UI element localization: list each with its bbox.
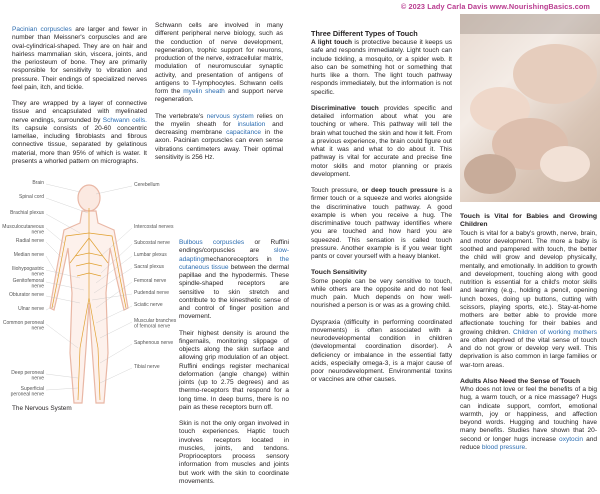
paragraph-haptic: Skin is not the only organ involved in touch experiences. Haptic touch involves receptors located in muscles, joints, and tendons. Proprioceptors process sensory information from muscles and joints but work with the skin to coordinate movements.	[179, 420, 289, 485]
diagram-label: Subcostal nerve	[134, 240, 170, 246]
paragraph-schwann: Schwann cells are involved in many different peripheral nerve biology, such as the conduction of nerve development, regeneration, trophic support for neurons, production of the nerve, extracellular matrix, modulation of neuromuscular synaptic activity, and presentation of antigens of antigens to T-lymphocytes. Schwann cells form the myelin sheath and support nerve regeneration.	[155, 22, 283, 104]
link-insulation[interactable]: insulation	[237, 120, 266, 128]
diagram-label: Ulnar nerve	[18, 306, 44, 312]
paragraph-density: Their highest density is around the fingernails, monitoring slippage of objects along the skin surface and allowing grip modulation of an object. Ruffini endings register mechanical deformation (angle change) within joints (up to 2.75 degrees) and as thermo-receptors that respond for a long time. In deep burns, there is no pain as these receptors burn off.	[179, 329, 289, 411]
column-2	[155, 22, 283, 170]
copyright-notice: © 2023 Lady Carla Davis www.NourishingBasics.com	[400, 2, 590, 11]
heading-adults-touch: Adults Also Need the Sense of Touch	[460, 377, 581, 385]
paragraph-deep-pressure: Touch pressure, or deep touch pressure is a firmer touch or a squeeze and works alongside the discriminative touch pathway. A good example is when you receive a hug. The discriminative touch pathway identifies where you are touched and how hard you are squeezed. This sensation is called touch pressure. Another example is if you wear tight pants or cover yourself with a heavy blanket.	[311, 187, 452, 260]
link-schwann-cells[interactable]: Schwann cells.	[102, 116, 147, 124]
diagram-label: Cerebellum	[134, 182, 160, 188]
diagram-label: Brain	[32, 180, 44, 186]
diagram-label: Iliohypogastric nerve	[12, 266, 44, 278]
link-pacinian-corpuscles[interactable]: Pacinian corpuscles	[12, 26, 72, 33]
diagram-label: Musculocutaneous nerve	[2, 224, 44, 236]
link-nervous-system[interactable]: nervous system	[206, 112, 254, 120]
link-myelin-sheath[interactable]: myelin sheath	[183, 88, 225, 95]
column-3	[311, 39, 452, 393]
diagram-label: Genitofemoral nerve	[12, 278, 44, 290]
link-working-mothers[interactable]: Children of working mothers	[512, 328, 597, 336]
page-header	[0, 0, 600, 14]
diagram-label: Sciatic nerve	[134, 302, 163, 308]
section-title-touch-types: Three Different Types of Touch	[311, 29, 418, 38]
diagram-label: Brachial plexus	[10, 210, 44, 216]
column-4	[460, 213, 597, 460]
column-1	[12, 26, 147, 174]
diagram-caption: The Nervous System	[12, 405, 72, 412]
link-capacitance[interactable]: capacitance	[226, 129, 262, 136]
diagram-label: Muscular branches of femoral nerve	[134, 318, 177, 330]
link-oxytocin[interactable]: oxytocin	[559, 435, 584, 443]
baby-feet-photo	[460, 14, 600, 202]
diagram-label: Lumbar plexus	[134, 252, 167, 258]
paragraph-dyspraxia: Dyspraxia (difficulty in performing coordinated movements) is often associated with a neurodevelopmental condition in children (developmental coordination disorder). A deficiency or imbalance in the essential fatty acids, especially omega-3, is a major cause of poor neurodevelopment. Environmental toxins or vaccines are other causes.	[311, 318, 452, 384]
diagram-label: Sacral plexus	[134, 264, 165, 270]
paragraph-light-touch: A light touch is protective because it keeps us safe and responds immediately. Light touch can include tickling, a mosquito, or a spider web. It also can be something hot or something that hurts like a thorn. The light touch pathway responds immediately, but the information is not specific.	[311, 39, 453, 96]
paragraph-adults: Who does not love or feel the benefits of a big hug, a warm touch, or a nice massage? Hugs can indicate support, comfort, emotional warmth, joy or happiness, and affection beyond words. Hugging and touching have many benefits. Studies have shown that 20-second or longer hugs increase oxytocin and reduce blood pressure.	[460, 386, 597, 451]
paragraph-discriminative: Discriminative touch provides specific and detailed information about what you are touching or where. This pathway will tell the brain what touched the skin and how it felt. From a previous experience, the brain could figure out what it was and what to do about it. This pathway is vital for accurate and precise fine motor skills and motor planning or praxis development.	[311, 104, 452, 178]
diagram-label: Common peroneal nerve	[2, 320, 44, 332]
column-2-lower	[179, 239, 289, 494]
diagram-label: Superficial peroneal nerve	[10, 386, 44, 398]
heading-touch-sensitivity: Touch Sensitivity	[311, 269, 367, 277]
paragraph-pacinian: Pacinian corpuscles are larger and fewer in number than Meissner's corpuscles and are oval-cylindrical-shaped. They are on hair and hairless mammalian skin, viscera, joints, and the periosteum of bone. They are primarily responsible for sensitivity to vibration and pressure. Their endings of specialized nerves feel pain, itch, and tickle.	[12, 26, 148, 91]
paragraph-wrapping: They are wrapped by a layer of connective tissue and encapsulated with myelinated nerve endings, surrounded by Schwann cells. Its capsule consists of 20-60 concentric lamellae, including fibroblasts and fibrous connective tissue, separated by gelatinous material, more than 95% of which is water. It presents a whorled pattern on micrographs.	[12, 100, 147, 165]
diagram-label: Femoral nerve	[134, 278, 167, 284]
diagram-label: Radial nerve	[15, 238, 44, 244]
diagram-label: Pudendal nerve	[134, 290, 170, 296]
diagram-label: Obturator nerve	[8, 292, 44, 298]
paragraph-bulbous: Bulbous corpuscles or Ruffini endings/corpuscles are slow-adaptingmechanoreceptors in the cutaneous tissue between the dermal papillae and the hypodermis. These spindle-shaped receptors are sensitive to skin stretch and contribute to the kinesthetic sense of and control of finger position and movement.	[179, 239, 290, 321]
link-slow-adapting[interactable]: slow-adapting	[179, 247, 289, 263]
link-blood-pressure[interactable]: blood pressure	[481, 443, 526, 451]
photo-illustration	[460, 14, 600, 202]
link-bulbous-corpuscles[interactable]: Bulbous corpuscles	[179, 239, 245, 246]
diagram-label: Deep peroneal nerve	[11, 370, 44, 382]
diagram-label: Saphenous nerve	[134, 340, 174, 346]
diagram-label: Tibial nerve	[134, 364, 160, 370]
heading-babies-touch: Touch is Vital for Babies and Growing Children	[460, 213, 597, 229]
diagram-label: Median nerve	[13, 252, 44, 258]
diagram-label: Intercostal nerves	[134, 224, 174, 230]
paragraph-sensitivity: Some people can be very sensitive to touch, while others are the opposite and do not feel much pain. Much depends on how well-nourished a person is or was as a growing child.	[311, 277, 452, 310]
paragraph-vertebrate: The vertebrate's nervous system relies on the myelin sheath for insulation and decreasing membrane capacitance in the axon. Pacinian corpuscles can even sense vibrations centimeters away. Their optimal sensitivity is 256 Hz.	[155, 112, 284, 161]
nervous-system-diagram	[0, 178, 178, 412]
link-cutaneous-tissue[interactable]: the cutaneous tissue	[179, 255, 289, 271]
paragraph-babies: Touch is vital for a baby's growth, nerve, brain, and motor development. The more a baby is soothed and pampered with touch, the better the child will grow and develop physically, mentally, and emotionally. In addition to growth and development, touching along with good nutrition is essential for a child's motor skills and learning (e.g., holding a pencil, opening lunch boxes, doing up buttons, cutting with scissors, playing sports, etc.). Stay-at-home mothers are better able to provide more affectionate touching for their babies and growing children. Children of working mothers are often deprived of the vital sense of touch and do not grow or develop very well. This deprivation is also common in large families or war-torn areas.	[460, 229, 597, 369]
diagram-label: Spinal cord	[18, 194, 44, 200]
